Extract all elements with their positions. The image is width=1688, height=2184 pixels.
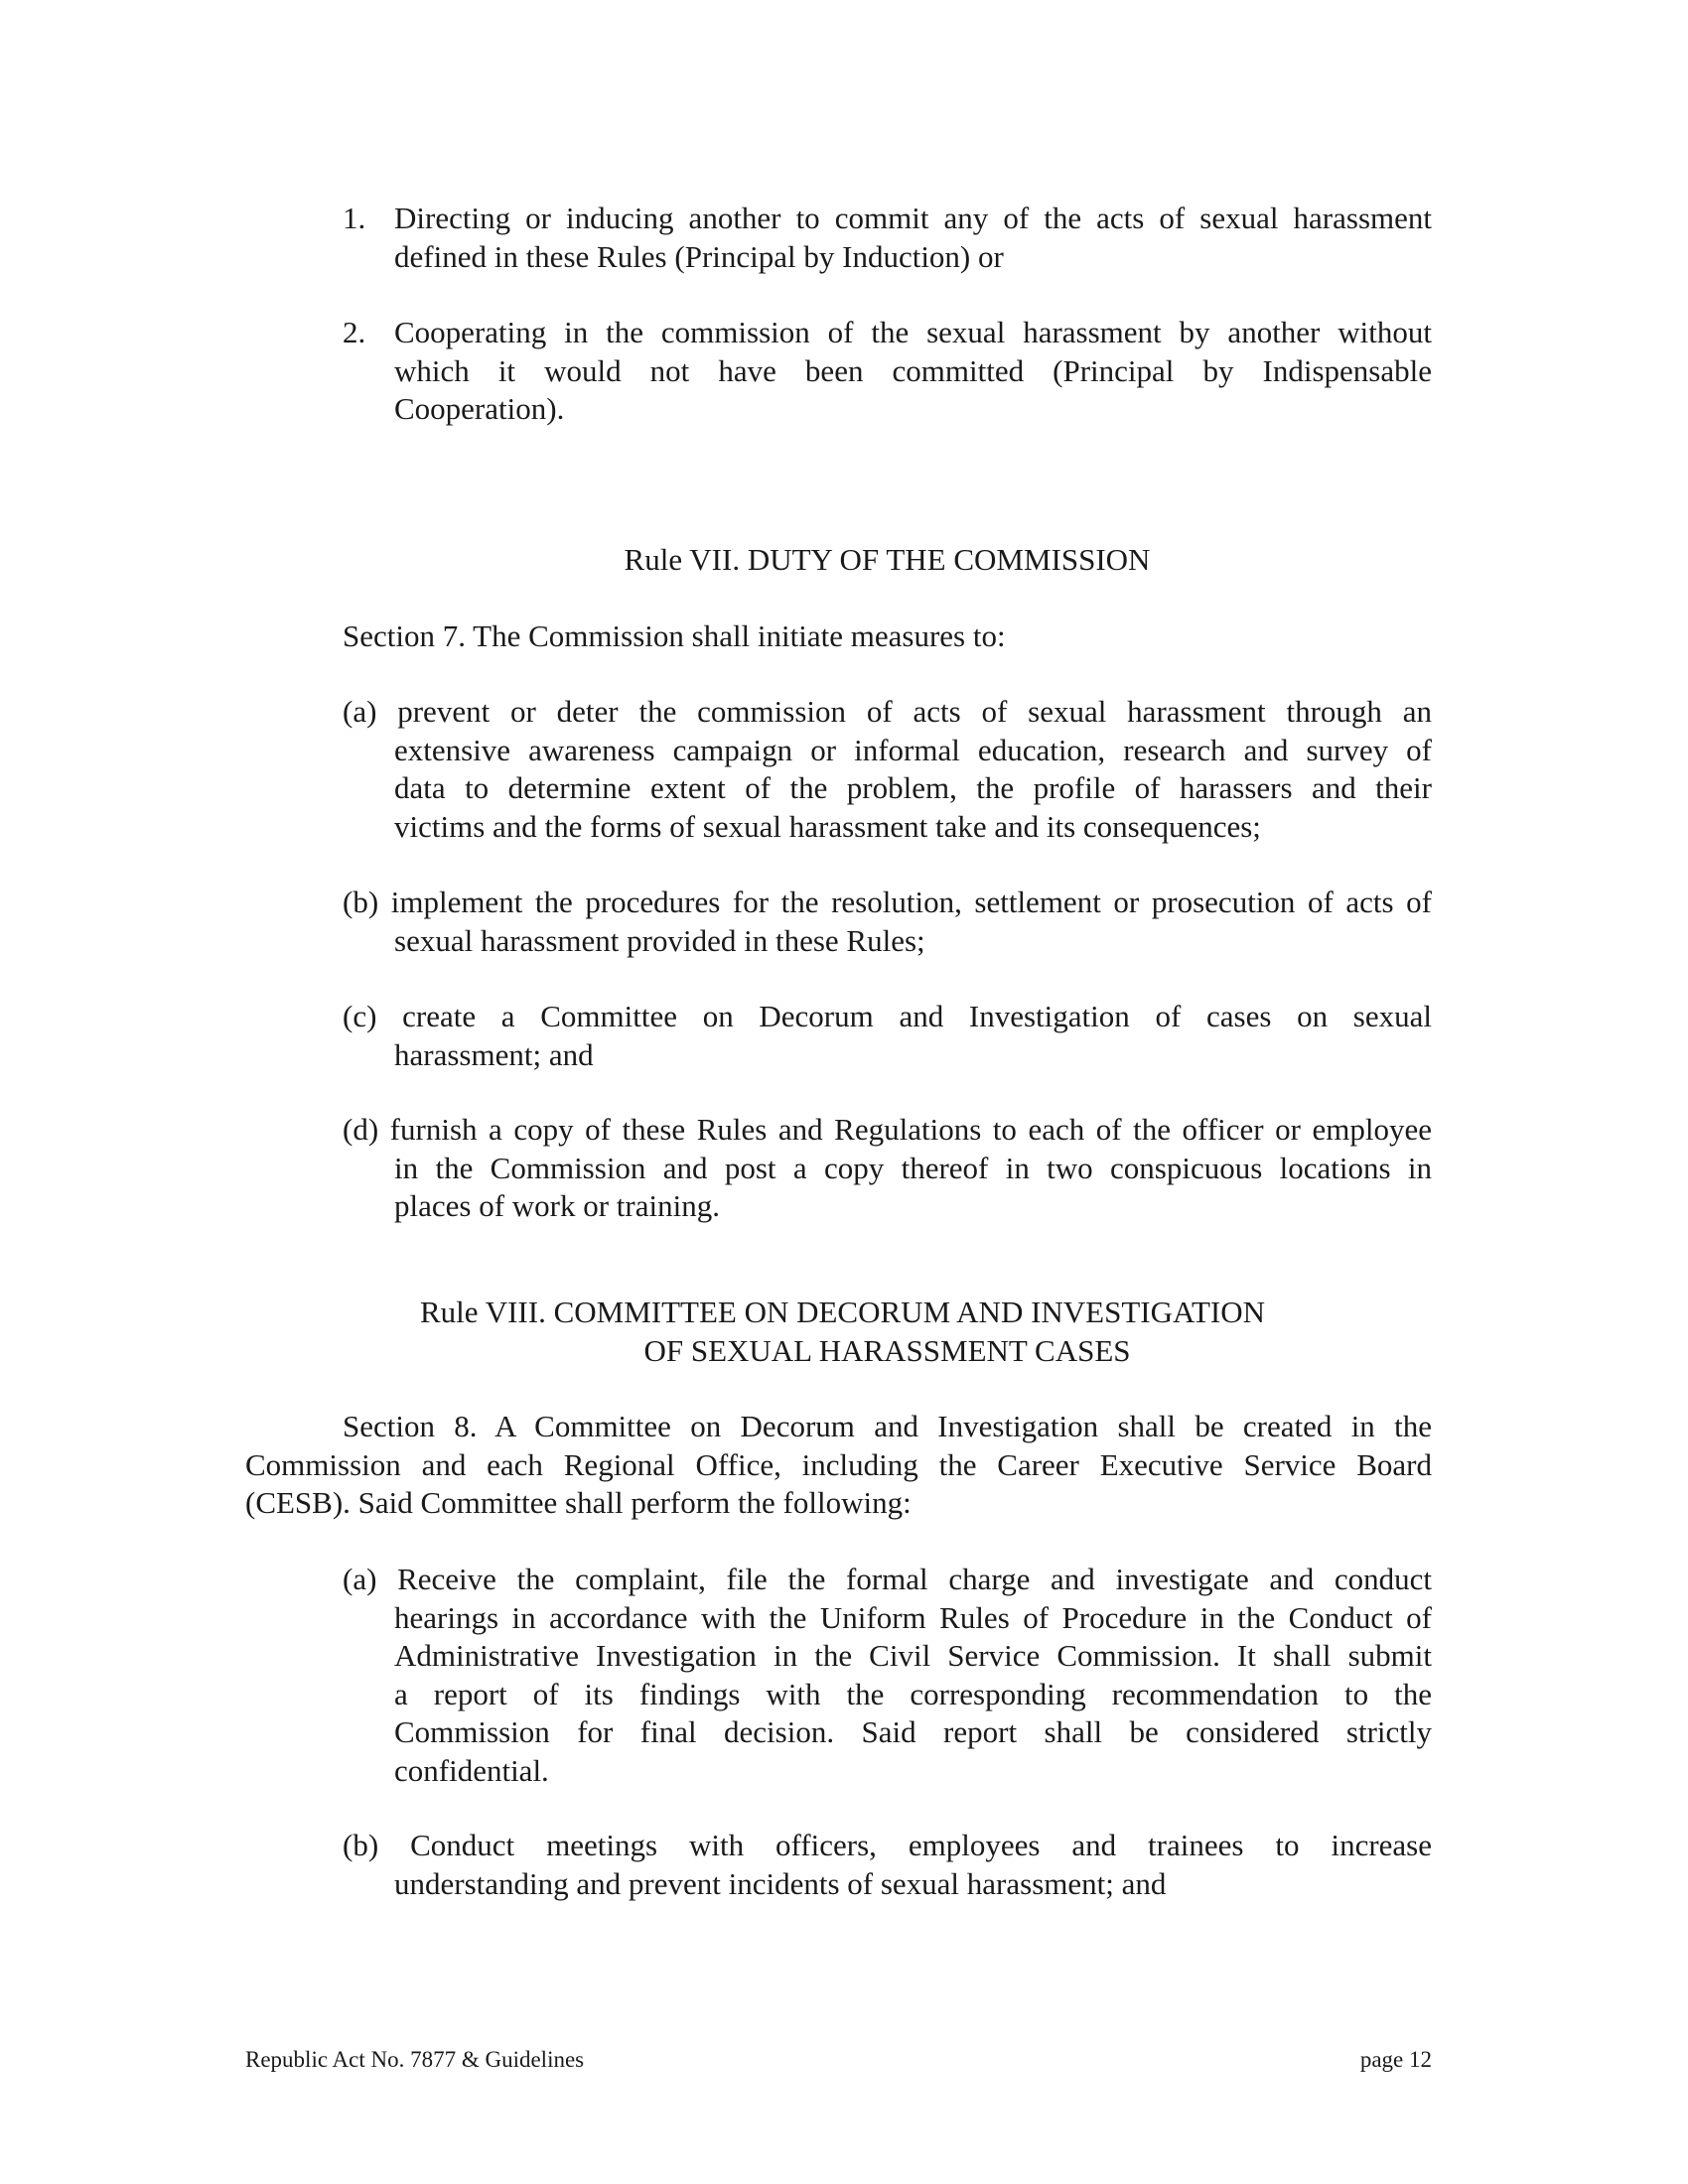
text-line: Directing or inducing another to commit any of the acts of sexual harassment [394, 201, 1432, 235]
text-line: (a) Receive the complaint, file the formal charge and investigate and conduct [343, 1562, 1432, 1596]
rule-heading: Rule VII. DUTY OF THE COMMISSION [624, 542, 1151, 577]
list-item-marker: 1. [343, 201, 366, 235]
text-line: hearings in accordance with the Uniform Rules of Procedure in the Conduct of [394, 1599, 1432, 1635]
list-item [343, 693, 1432, 846]
text-line: (b) implement the procedures for the resolution, settlement or prosecution of acts of [343, 885, 1432, 919]
text-line: Section 7. The Commission shall initiate measures to: [343, 618, 1006, 653]
list-item-marker: 2. [343, 315, 366, 349]
text-line: victims and the forms of sexual harassment take and its consequences; [394, 808, 1261, 844]
list-item [343, 314, 1432, 429]
text-line: Cooperation). [394, 391, 565, 426]
text-line: Section 8. A Committee on Decorum and Investigation shall be created in the [343, 1409, 1432, 1443]
list-item [343, 1561, 1432, 1790]
text-line: in the Commission and post a copy thereof in two conspicuous locations in [394, 1150, 1432, 1185]
text-line: extensive awareness campaign or informal education, research and survey of [394, 732, 1432, 767]
list-item [343, 200, 1432, 276]
text-line: (CESB). Said Committee shall perform the following: [245, 1485, 912, 1520]
text-line: harassment; and [394, 1036, 594, 1072]
list-item [343, 884, 1432, 960]
text-line: a report of its findings with the corresponding recommendation to the [394, 1676, 1432, 1711]
text-line: places of work or training. [394, 1188, 720, 1223]
rule-heading-line: Rule VIII. COMMITTEE ON DECORUM AND INVESTIGATION [419, 1295, 1265, 1329]
text-line: Cooperating in the commission of the sexual harassment by another without [394, 315, 1432, 349]
text-line: which it would not have been committed (Principal by Indispensable [394, 352, 1432, 388]
rule-heading-line: OF SEXUAL HARASSMENT CASES [643, 1332, 1131, 1368]
text-line: Administrative Investigation in the Civil Service Commission. It shall submit [394, 1638, 1432, 1673]
list-item [343, 1827, 1432, 1903]
text-line: (d) furnish a copy of these Rules and Regulations to each of the officer or employee [343, 1112, 1432, 1147]
rule-heading [343, 1294, 1432, 1370]
section-paragraph [245, 1408, 1432, 1523]
list-item [343, 998, 1432, 1074]
page-number: page 12 [1359, 2047, 1432, 2072]
section-intro [343, 617, 1432, 656]
text-line: Commission and each Regional Office, including the Career Executive Service Board [245, 1446, 1432, 1482]
text-line: Commission for final decision. Said report shall be considered strictly [394, 1714, 1432, 1749]
text-line: (c) create a Committee on Decorum and Investigation of cases on sexual [343, 999, 1432, 1033]
text-line: confidential. [394, 1752, 549, 1788]
text-line: (b) Conduct meetings with officers, employees and trainees to increase [343, 1828, 1432, 1862]
text-line: (a) prevent or deter the commission of acts of sexual harassment through an [343, 694, 1432, 729]
footer-left: Republic Act No. 7877 & Guidelines [245, 2047, 585, 2072]
text-line: sexual harassment provided in these Rules; [394, 922, 925, 958]
text-line: data to determine extent of the problem, the profile of harassers and their [394, 770, 1432, 805]
list-item [343, 1111, 1432, 1226]
text-line: understanding and prevent incidents of sexual harassment; and [394, 1865, 1167, 1901]
text-line: defined in these Rules (Principal by Induction) or [394, 238, 1004, 274]
